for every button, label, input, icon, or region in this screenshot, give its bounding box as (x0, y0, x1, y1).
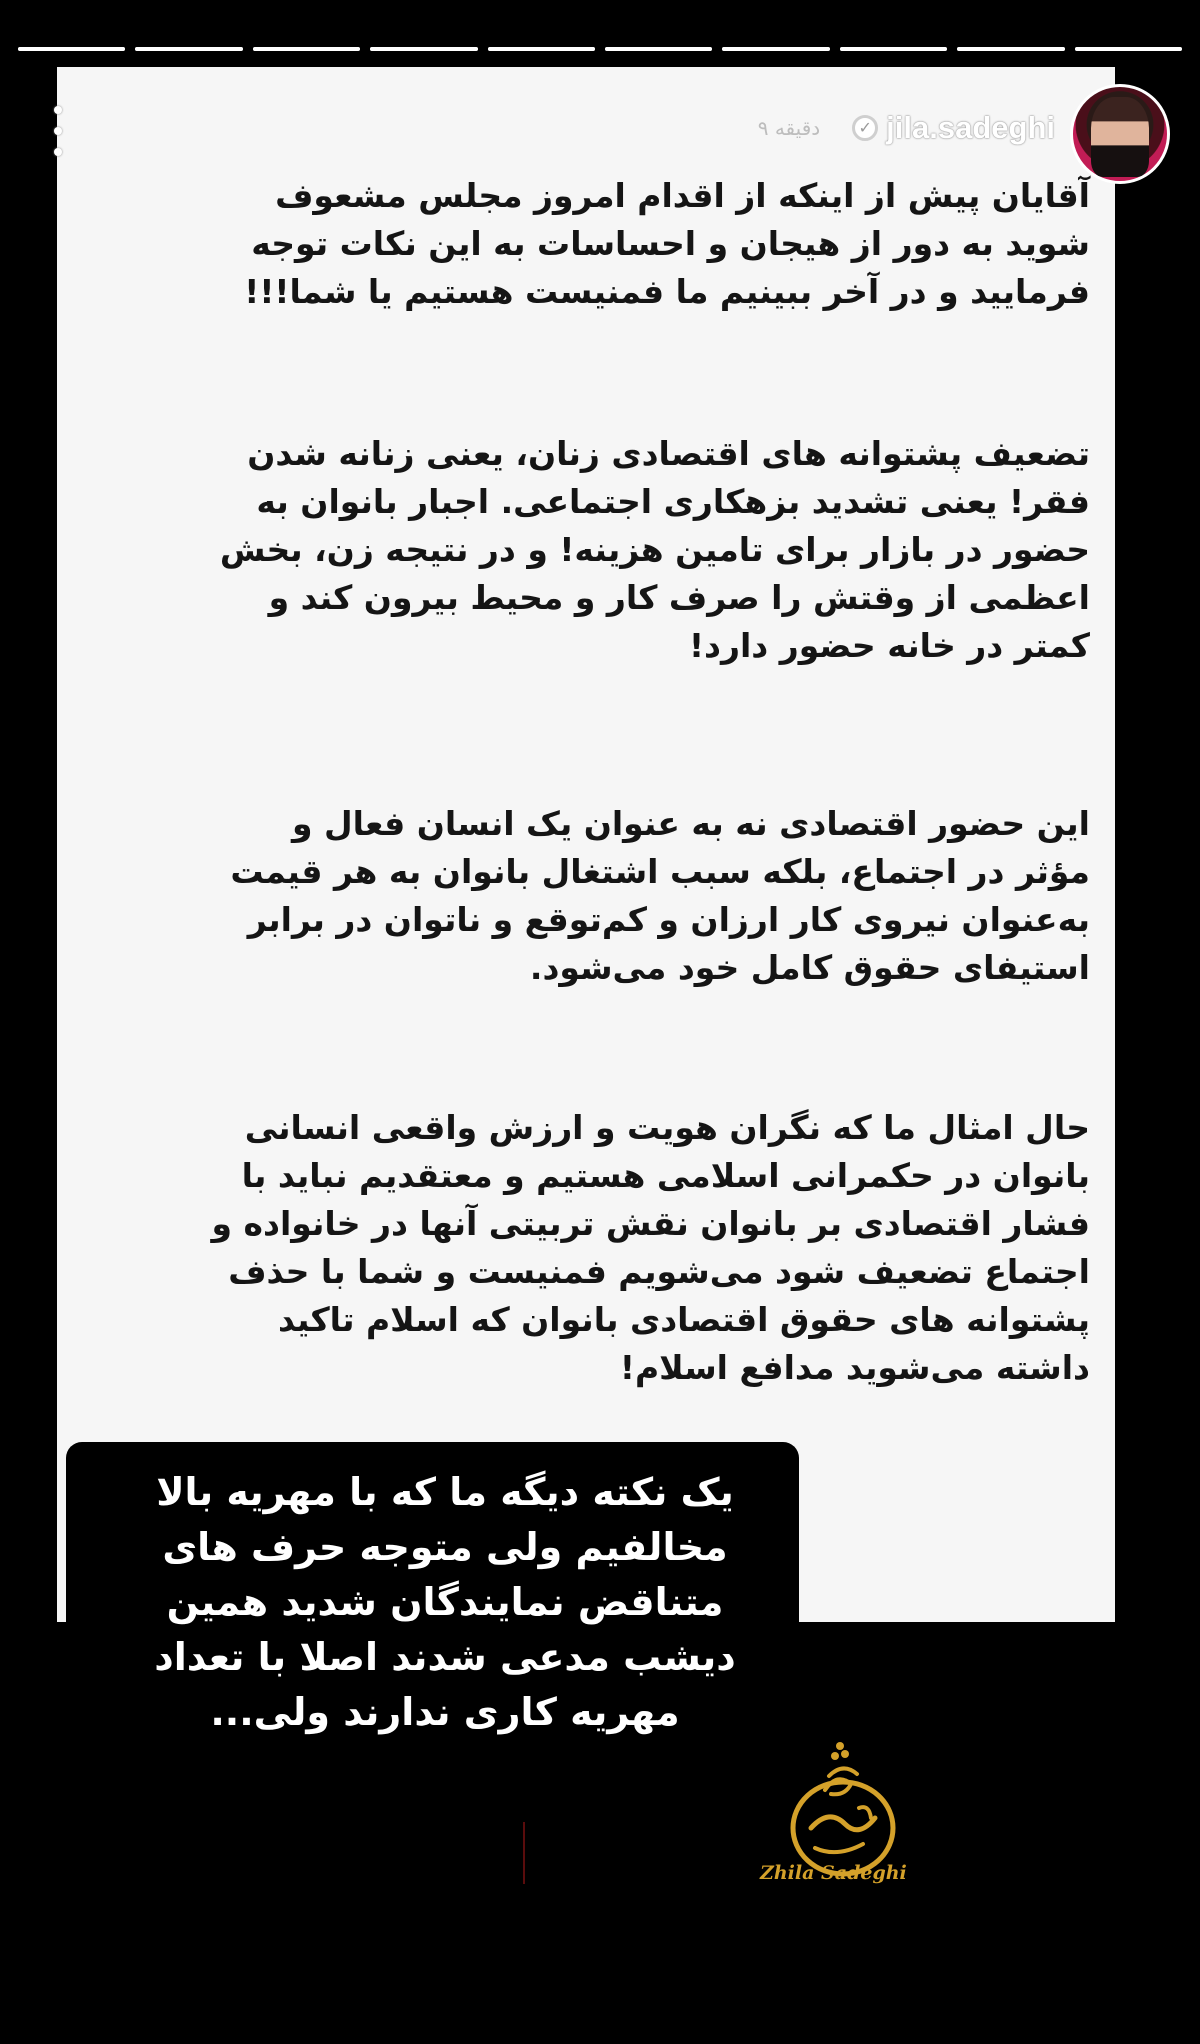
avatar-photo (1091, 97, 1149, 177)
paragraph-4 (105, 1104, 1090, 1392)
progress-segment (370, 47, 477, 51)
progress-segment (135, 47, 242, 51)
text-line: شوید به دور از هیجان و احساسات به این نکات توجه (251, 224, 1090, 263)
text-line: حضور در بازار برای تامین هزینه! و در نتیجه زن، بخش (219, 530, 1090, 569)
caption-text (100, 1465, 790, 1740)
text-line: حال امثال ما که نگران هویت و ارزش واقعی انسانی (244, 1108, 1090, 1147)
text-line: کمتر در خانه حضور دارد! (689, 626, 1090, 665)
verified-check-icon: ✓ (852, 115, 878, 141)
text-line: فرمایید و در آخر ببینیم ما فمنیست هستیم یا شما!!! (244, 272, 1090, 311)
avatar[interactable] (1070, 84, 1170, 184)
username[interactable]: jila.sadeghi (886, 110, 1055, 145)
caption-line: مهریه کاری ندارند ولی... (210, 1690, 680, 1734)
text-line: استیفای حقوق کامل خود می‌شود. (529, 948, 1090, 987)
caption-line: یک نکته دیگه ما که با مهریه بالا (156, 1470, 734, 1514)
text-line: پشتوانه های حقوق اقتصادی بانوان که اسلام تاکید (277, 1300, 1090, 1339)
dot (54, 148, 62, 156)
progress-segment (18, 47, 125, 51)
dot (54, 106, 62, 114)
text-line: فقر! یعنی تشدید بزهکاری اجتماعی. اجبار بانوان به (256, 482, 1090, 521)
paragraph-2 (105, 430, 1090, 670)
progress-fill (840, 47, 947, 51)
progress-fill (253, 47, 360, 51)
progress-fill (1075, 47, 1182, 51)
divider-mark (523, 1822, 525, 1884)
progress-segment (1075, 47, 1182, 51)
text-line: تضعیف پشتوانه های اقتصادی زنان، یعنی زنانه شدن (247, 434, 1090, 473)
progress-fill (957, 47, 1064, 51)
caption-line: متناقض نمایندگان شدید همین (166, 1580, 724, 1624)
text-line: به‌عنوان نیروی کار ارزان و کم‌توقع و ناتوان در برابر (247, 900, 1090, 939)
progress-segment (253, 47, 360, 51)
post-time: ۹ دقیقه (757, 116, 821, 140)
text-line: این حضور اقتصادی نه به عنوان یک انسان فعال و (291, 804, 1090, 843)
text-line: اعظمی از وقتش را صرف کار و محیط بیرون کند و (268, 578, 1090, 617)
caption-line: دیشب مدعی شدند اصلا با تعداد (154, 1635, 736, 1679)
progress-segment (840, 47, 947, 51)
progress-segment (605, 47, 712, 51)
dot (54, 127, 62, 135)
text-line: بانوان در حکمرانی اسلامی هستیم و معتقدیم نباید با (241, 1156, 1090, 1195)
story-progress-bar (18, 47, 1182, 53)
progress-fill (370, 47, 477, 51)
progress-segment (488, 47, 595, 51)
paragraph-3 (105, 800, 1090, 992)
text-line: مؤثر در اجتماع، بلکه سبب اشتغال بانوان به هر قیمت (230, 852, 1090, 891)
progress-fill (18, 47, 125, 51)
progress-fill (488, 47, 595, 51)
progress-fill (605, 47, 712, 51)
text-line: آقایان پیش از اینکه از اقدام امروز مجلس مشعوف (275, 176, 1090, 215)
logo-caption: Zhila Sadeghi (760, 1862, 907, 1884)
text-line: فشار اقتصادی بر بانوان نقش تربیتی آنها در خانواده و (211, 1204, 1090, 1243)
user-info (758, 110, 1055, 146)
text-line: داشته می‌شوید مدافع اسلام! (619, 1348, 1090, 1387)
paragraph-1 (105, 172, 1090, 316)
more-options-icon[interactable] (54, 106, 64, 156)
progress-fill (135, 47, 242, 51)
caption-line: مخالفیم ولی متوجه حرف های (162, 1525, 728, 1569)
progress-fill (722, 47, 829, 51)
text-line: اجتماع تضعیف شود می‌شویم فمنیست و شما با حذف (228, 1252, 1090, 1291)
progress-segment (957, 47, 1064, 51)
progress-segment (722, 47, 829, 51)
